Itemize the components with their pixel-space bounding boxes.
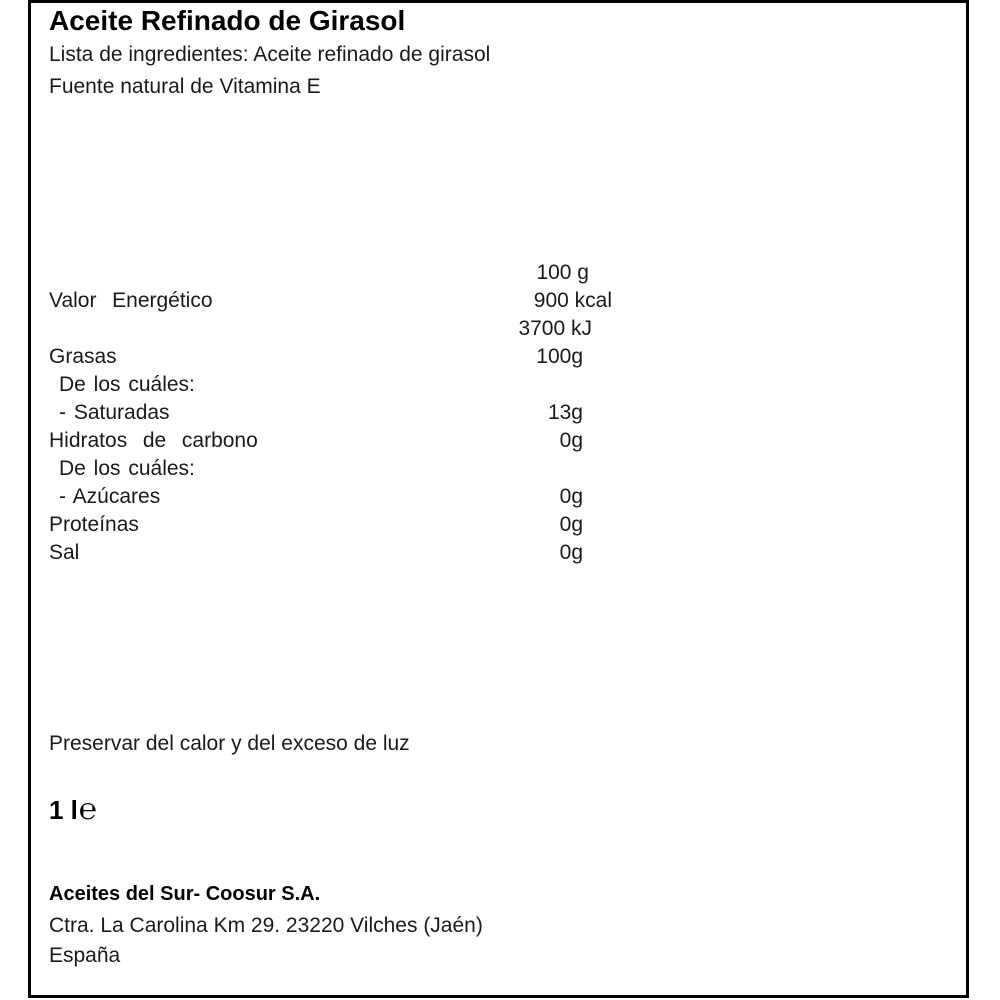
nutrition-row-salt <box>49 540 649 566</box>
nutrition-row-carbohydrates <box>49 428 649 454</box>
nutrient-label: Hidratos de carbono <box>49 429 258 452</box>
nutrient-label: Sal <box>49 541 80 564</box>
net-volume <box>49 795 97 825</box>
nutrition-row-fat <box>49 344 649 370</box>
nutrition-row-saturated <box>49 400 649 426</box>
nutrition-row-energy-kj <box>49 316 649 342</box>
nutrient-value: 0g <box>559 485 583 508</box>
nutrient-label: - Azúcares <box>59 485 161 508</box>
product-label <box>28 0 969 998</box>
nutrition-row-energy <box>49 288 649 314</box>
nutrient-value: 0g <box>559 541 583 564</box>
ingredients-list: Lista de ingredientes: Aceite refinado de girasol <box>49 43 491 66</box>
nutrient-value: 100g <box>536 345 583 368</box>
nutrient-value: 0g <box>559 513 583 536</box>
nutrient-value: 3700 kJ <box>518 317 592 340</box>
manufacturer-address: Ctra. La Carolina Km 29. 23220 Vilches (Jaén) <box>49 914 483 937</box>
nutrient-label: Grasas <box>49 345 117 368</box>
manufacturer-country: España <box>49 944 121 967</box>
estimated-sign-icon: ℮ <box>78 793 97 826</box>
volume-amount: 1 l <box>49 795 78 825</box>
storage-instructions: Preservar del calor y del exceso de luz <box>49 732 410 755</box>
nutrition-header-row <box>49 260 649 286</box>
per-amount-label: 100 g <box>536 261 589 284</box>
nutrient-label: Valor Energético <box>49 289 213 312</box>
nutrition-row-sugars <box>49 484 649 510</box>
nutrient-label: De los cuáles: <box>59 373 195 396</box>
vitamin-claim: Fuente natural de Vitamina E <box>49 75 321 98</box>
nutrient-label: De los cuáles: <box>59 457 195 480</box>
nutrient-value: 0g <box>559 429 583 452</box>
nutrient-label: Proteínas <box>49 513 139 536</box>
nutrient-label: - Saturadas <box>59 401 170 424</box>
nutrient-value: 13g <box>547 401 583 424</box>
nutrition-row-carbs-of-which <box>49 456 649 482</box>
nutrient-value: 900 kcal <box>533 289 612 312</box>
nutrition-row-fat-of-which <box>49 372 649 398</box>
nutrition-row-protein <box>49 512 649 538</box>
manufacturer-name: Aceites del Sur- Coosur S.A. <box>49 883 321 905</box>
product-title: Aceite Refinado de Girasol <box>49 5 406 36</box>
